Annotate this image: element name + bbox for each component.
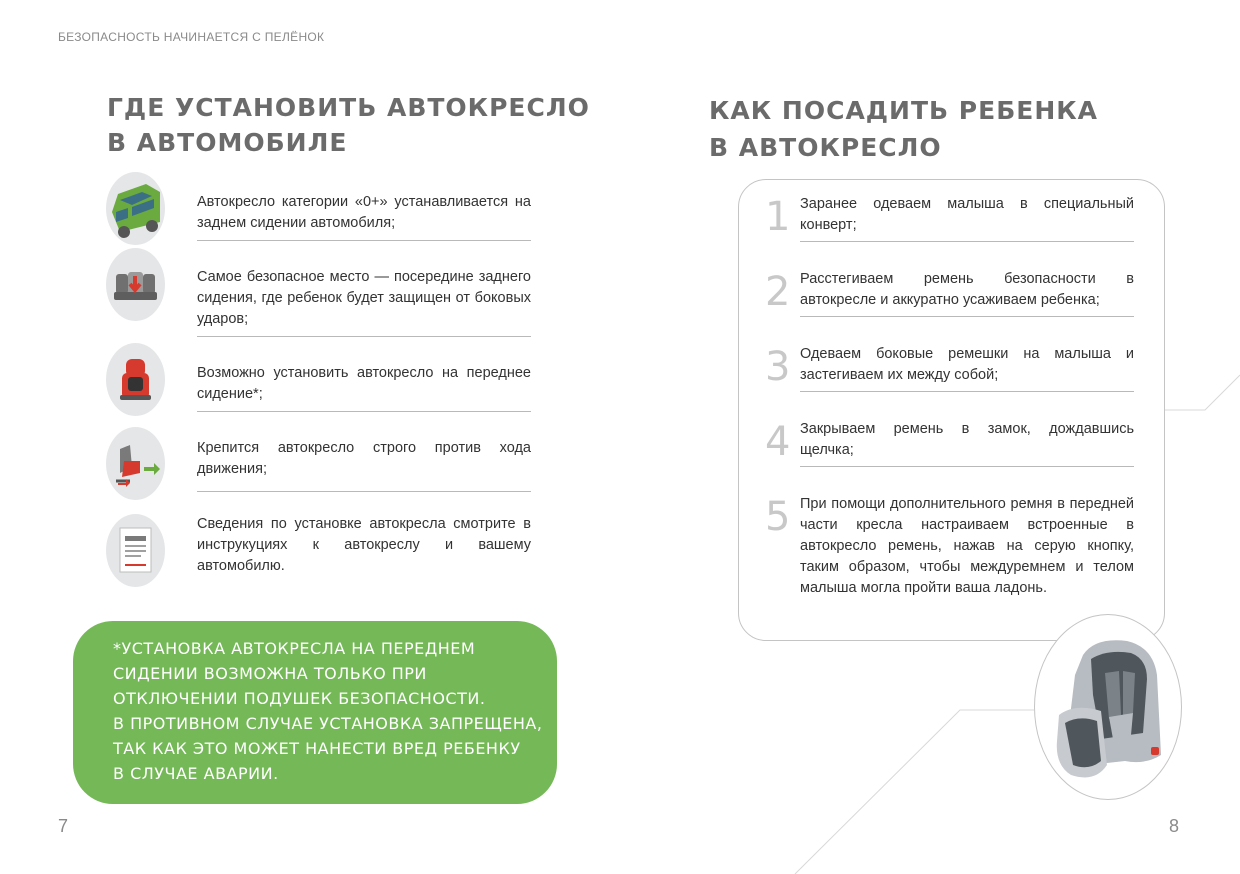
list-item xyxy=(106,172,532,248)
divider xyxy=(197,336,531,337)
list-item xyxy=(106,343,532,419)
note-line: В СЛУЧАЕ АВАРИИ. xyxy=(113,764,279,783)
right-heading xyxy=(709,92,1098,166)
note-line: В ПРОТИВНОМ СЛУЧАЕ УСТАНОВКА ЗАПРЕЩЕНА, xyxy=(113,714,543,733)
list-item xyxy=(106,248,532,327)
note-line: ТАК КАК ЭТО МОЖЕТ НАНЕСТИ ВРЕД РЕБЕНКУ xyxy=(113,739,521,758)
right-heading-line-2: В АВТОКРЕСЛО xyxy=(709,133,942,162)
left-heading xyxy=(107,90,590,160)
step-text: Одеваем боковые ремешки на малыша и застегиваем их между собой; xyxy=(800,346,1134,383)
baby-car-seat-icon xyxy=(1034,614,1182,800)
step-text: Закрываем ремень в замок, дождавшись щелчка; xyxy=(800,421,1134,458)
steps-panel xyxy=(738,179,1165,641)
list-item-text: Крепится автокресло строго против хода движения; xyxy=(197,440,531,477)
list-item-text: Сведения по установке автокресла смотрите в инструкуциях к автокреслу и вашему автомобилю. xyxy=(197,516,531,574)
list-item xyxy=(106,514,532,590)
divider xyxy=(197,240,531,241)
list-item-text: Автокресло категории «0+» устанавливается на заднем сидении автомобиля; xyxy=(197,194,531,231)
step-number: 3 xyxy=(765,344,791,390)
front-seat-icon xyxy=(106,343,165,416)
step-number: 5 xyxy=(765,494,791,540)
step-text: При помощи дополнительного ремня в передней части кресла настраиваем встроенные в автокресло ремень, нажав на серую кнопку, таким образом, чтобы междуремнем и телом малыша могла пройти ваша ладонь. xyxy=(800,496,1134,596)
note-line: *УСТАНОВКА АВТОКРЕСЛА НА ПЕРЕДНЕМ xyxy=(113,639,476,658)
step-number: 4 xyxy=(765,419,791,465)
front-seat-warning-note xyxy=(73,621,557,804)
note-line: СИДЕНИИ ВОЗМОЖНА ТОЛЬКО ПРИ xyxy=(113,664,427,683)
divider xyxy=(197,411,531,412)
divider xyxy=(800,241,1134,242)
left-heading-line-2: В АВТОМОБИЛЕ xyxy=(107,128,348,157)
page-number-left: 7 xyxy=(58,816,69,836)
list-item xyxy=(106,427,532,503)
rear-facing-seat-icon xyxy=(106,427,165,500)
step-number: 1 xyxy=(765,194,791,240)
divider xyxy=(800,391,1134,392)
divider xyxy=(800,466,1134,467)
list-item-text: Самое безопасное место — посередине заднего сидения, где ребенок будет защищен от боковых ударов; xyxy=(197,269,531,327)
step-text: Расстегиваем ремень безопасности в автокресле и аккуратно усаживаем ребенка; xyxy=(800,271,1134,308)
right-heading-line-1: КАК ПОСАДИТЬ РЕБЕНКА xyxy=(709,96,1099,125)
divider xyxy=(800,316,1134,317)
placement-list xyxy=(106,172,532,327)
left-heading-line-1: ГДЕ УСТАНОВИТЬ АВТОКРЕСЛО xyxy=(107,93,590,122)
rear-seat-middle-icon xyxy=(106,248,165,321)
step-text: Заранее одеваем малыша в специальный конверт; xyxy=(800,196,1134,233)
page-number-right: 8 xyxy=(1169,816,1180,836)
list-item-text: Возможно установить автокресло на переднее сидение*; xyxy=(197,365,531,402)
divider xyxy=(197,491,531,492)
instruction-manual-icon xyxy=(106,514,165,587)
running-header: БЕЗОПАСНОСТЬ НАЧИНАЕТСЯ С ПЕЛЁНОК xyxy=(58,30,325,44)
step-number: 2 xyxy=(765,269,791,315)
car-icon xyxy=(106,172,165,245)
note-line: ОТКЛЮЧЕНИИ ПОДУШЕК БЕЗОПАСНОСТИ. xyxy=(113,689,486,708)
